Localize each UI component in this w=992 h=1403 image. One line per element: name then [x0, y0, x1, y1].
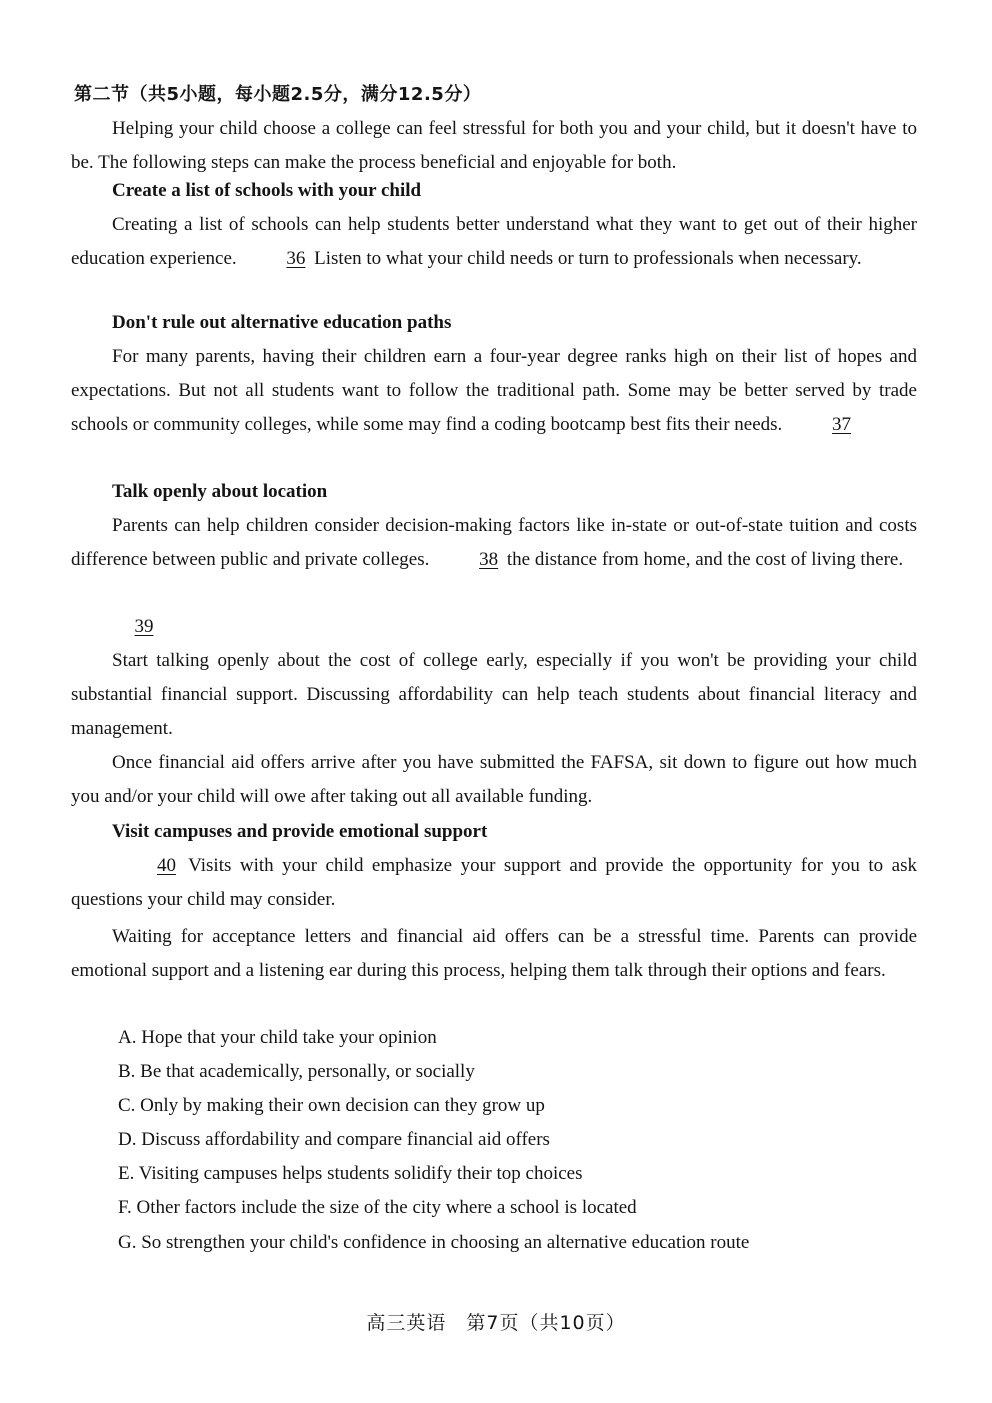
section-header: 第二节（共5小题，每小题2.5分，满分12.5分）	[74, 84, 482, 105]
heading-create-list: Create a list of schools with your child	[112, 180, 422, 201]
paragraph-text: Creating a list of schools can help students better understand what they want to get out of their higher education experience.	[71, 214, 917, 269]
paragraph-financial-aid: Once financial aid offers arrive after you have submitted the FAFSA, sit down to figure out how much you and/or your child will owe after taking out all available funding.	[71, 752, 917, 807]
heading-location: Talk openly about location	[112, 481, 328, 502]
option-a: A. Hope that your child take your opinion	[118, 1027, 437, 1048]
heading-blank-39	[118, 610, 170, 644]
paragraph-text: Parents can help children consider decision-making factors like in-state or out-of-state tuition and costs difference between public and private colleges.	[71, 515, 917, 570]
heading-alternative-paths: Don't rule out alternative education paths	[112, 312, 452, 333]
paragraph-text: the distance from home, and the cost of living there.	[506, 549, 904, 570]
paragraph-create-list	[71, 208, 917, 276]
blank-39: 39	[134, 616, 154, 637]
page-footer: 高三英语 第7页（共10页）	[366, 1312, 626, 1334]
heading-visit-campuses: Visit campuses and provide emotional support	[112, 821, 488, 842]
paragraph-emotional-support: Waiting for acceptance letters and financial aid offers can be a stressful time. Parents can provide emotional support and a listening ear during this process, helping them talk through their options and fears.	[71, 926, 917, 981]
paragraph-cost: Start talking openly about the cost of college early, especially if you won't be providing your child substantial financial support. Discussing affordability can help teach students about financial literacy and management.	[71, 650, 917, 739]
option-g: G. So strengthen your child's confidence in choosing an alternative education route	[118, 1232, 750, 1253]
paragraph-visit-campuses	[71, 849, 917, 917]
option-c: C. Only by making their own decision can they grow up	[118, 1095, 545, 1116]
blank-37: 37	[832, 414, 852, 435]
paragraph-location	[71, 509, 917, 577]
option-f: F. Other factors include the size of the city where a school is located	[118, 1197, 637, 1218]
paragraph-text: For many parents, having their children earn a four-year degree ranks high on their list of hopes and expectations. But not all students want to follow the traditional path. Some may be better served by trade schools or community colleges, while some may find a coding bootcamp best fits their needs.	[71, 346, 917, 435]
blank-36: 36	[286, 248, 306, 269]
option-e: E. Visiting campuses helps students solidify their top choices	[118, 1163, 583, 1184]
option-d: D. Discuss affordability and compare financial aid offers	[118, 1129, 550, 1150]
paragraph-text: Listen to what your child needs or turn to professionals when necessary.	[314, 248, 862, 269]
option-b: B. Be that academically, personally, or socially	[118, 1061, 475, 1082]
blank-40: 40	[157, 855, 176, 876]
blank-38: 38	[479, 549, 499, 570]
paragraph-text: Visits with your child emphasize your support and provide the opportunity for you to ask questions your child may consider.	[71, 855, 917, 910]
paragraph-alternative-paths	[71, 340, 917, 442]
intro-paragraph: Helping your child choose a college can feel stressful for both you and your child, but it doesn't have to be. The following steps can make the process beneficial and enjoyable for both.	[71, 118, 917, 173]
